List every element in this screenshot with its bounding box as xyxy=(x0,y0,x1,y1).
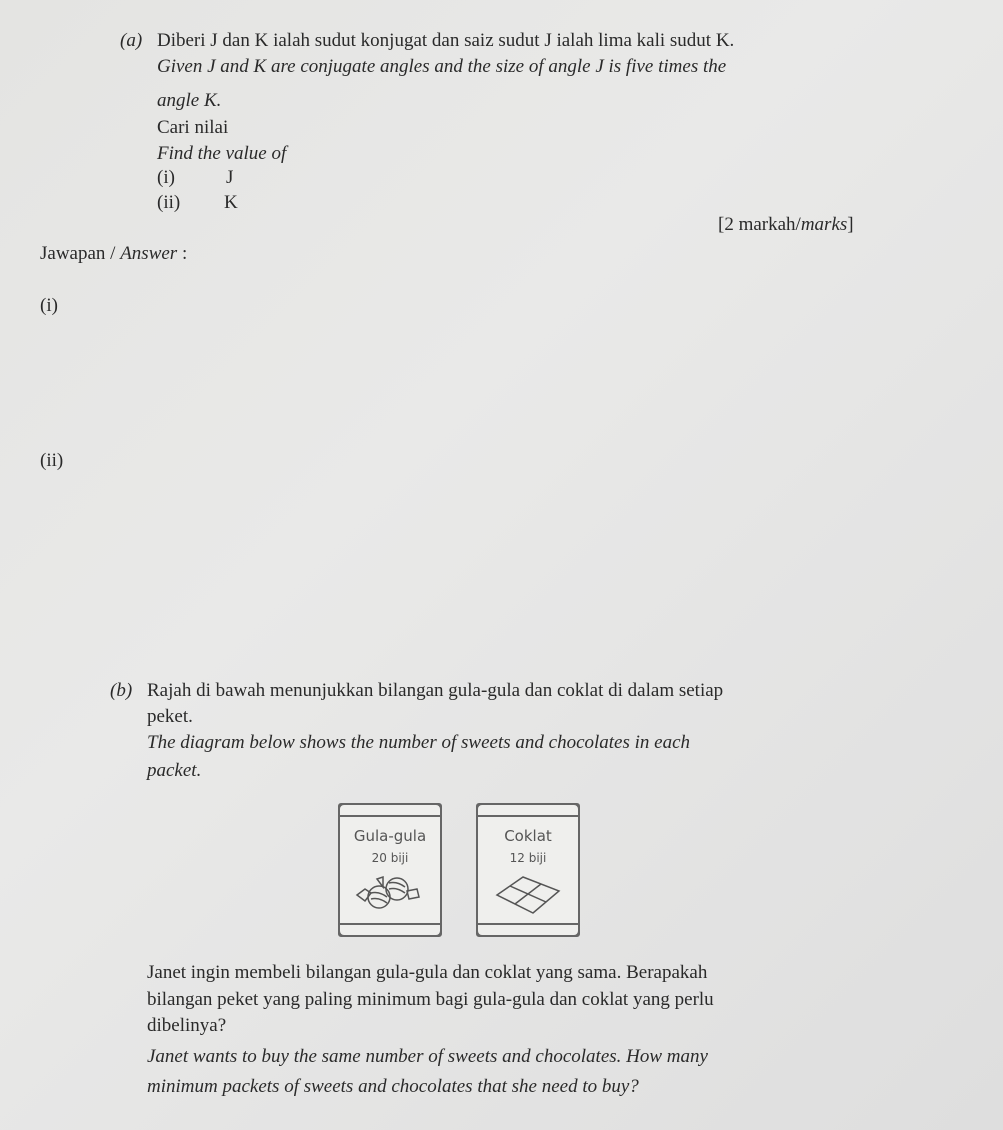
question-english-2: minimum packets of sweets and chocolates that she need to buy? xyxy=(147,1076,639,1097)
packet-name: Coklat xyxy=(504,827,552,845)
question-english-1: Janet wants to buy the same number of sweets and chocolates. How many xyxy=(147,1046,708,1067)
answer-i: (i) xyxy=(40,295,58,316)
marks: [2 markah/marks] xyxy=(718,214,854,235)
part-b-label: (b) xyxy=(110,680,133,701)
packet-name: Gula-gula xyxy=(353,827,427,845)
question-malay-2: bilangan peket yang paling minimum bagi gula-gula dan coklat yang perlu xyxy=(147,989,714,1010)
packet-count: 12 biji xyxy=(509,851,547,865)
part-b-malay-2: peket. xyxy=(147,706,193,727)
part-b-malay-1: Rajah di bawah menunjukkan bilangan gula-gula dan coklat di dalam setiap xyxy=(147,680,724,701)
item-i-num: (i) xyxy=(157,167,175,188)
packet-count: 20 biji xyxy=(371,851,409,865)
item-i-var: J xyxy=(226,167,234,188)
chocolate-packet xyxy=(476,803,580,937)
part-b-english-2: packet. xyxy=(147,760,202,781)
part-b-english-1: The diagram below shows the number of sweets and chocolates in each xyxy=(147,732,691,753)
part-a-label: (a) xyxy=(120,30,143,51)
answer-ii: (ii) xyxy=(40,450,64,471)
question-malay-3: dibelinya? xyxy=(147,1015,227,1036)
item-ii-var: K xyxy=(224,192,238,213)
question-malay-1: Janet ingin membeli bilangan gula-gula dan coklat yang sama. Berapakah xyxy=(147,962,708,983)
find-malay: Cari nilai xyxy=(157,117,229,138)
find-english: Find the value of xyxy=(157,143,287,164)
answer-label: Jawapan / Answer : xyxy=(40,243,188,264)
item-ii-num: (ii) xyxy=(157,192,181,213)
part-a-english-2: angle K. xyxy=(157,90,222,111)
part-a-malay: Diberi J dan K ialah sudut konjugat dan saiz sudut J ialah lima kali sudut K. xyxy=(157,30,735,51)
sweets-packet xyxy=(338,803,442,937)
sweets-icon xyxy=(355,873,427,913)
part-a-english-1: Given J and K are conjugate angles and the size of angle J is five times the xyxy=(157,56,727,77)
chocolate-icon xyxy=(493,873,565,917)
